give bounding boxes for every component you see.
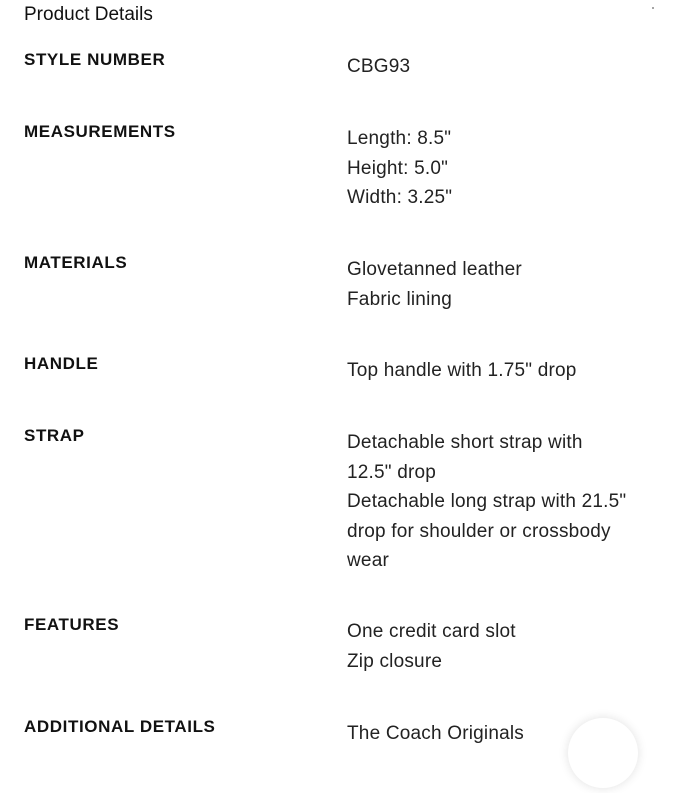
detail-label: MATERIALS [24, 253, 128, 272]
detail-label: MEASUREMENTS [24, 122, 176, 141]
detail-value: Fabric lining [347, 288, 453, 310]
detail-value: Top handle with 1.75" drop [347, 360, 577, 381]
detail-label: HANDLE [24, 354, 99, 373]
detail-value: Detachable short strap with [347, 432, 583, 453]
detail-value: wear [347, 550, 389, 571]
page-title: Product Details [24, 4, 153, 25]
detail-values [347, 617, 672, 676]
chat-launcher-button[interactable] [568, 718, 638, 788]
detail-values [347, 428, 672, 576]
detail-value: CBG93 [347, 56, 411, 77]
detail-value: One credit card slot [347, 621, 516, 642]
detail-label: STRAP [24, 426, 85, 445]
detail-label: FEATURES [24, 615, 120, 634]
detail-value: Width: 3.25" [347, 187, 453, 208]
detail-value: The Coach Originals [347, 723, 524, 744]
detail-value: drop for shoulder or crossbody [347, 520, 611, 542]
detail-label: ADDITIONAL DETAILS [24, 717, 216, 736]
detail-value: Length: 8.5" [347, 128, 452, 149]
detail-values [347, 124, 672, 213]
detail-value: Zip closure [347, 650, 443, 672]
detail-value: Detachable long strap with 21.5" [347, 491, 627, 512]
detail-values [347, 52, 672, 82]
detail-values [347, 255, 672, 314]
detail-values [347, 356, 672, 386]
detail-value: 12.5" drop [347, 461, 437, 483]
detail-value: Glovetanned leather [347, 259, 522, 280]
detail-value: Height: 5.0" [347, 157, 449, 179]
detail-label: STYLE NUMBER [24, 50, 166, 69]
corner-dot [652, 7, 654, 9]
